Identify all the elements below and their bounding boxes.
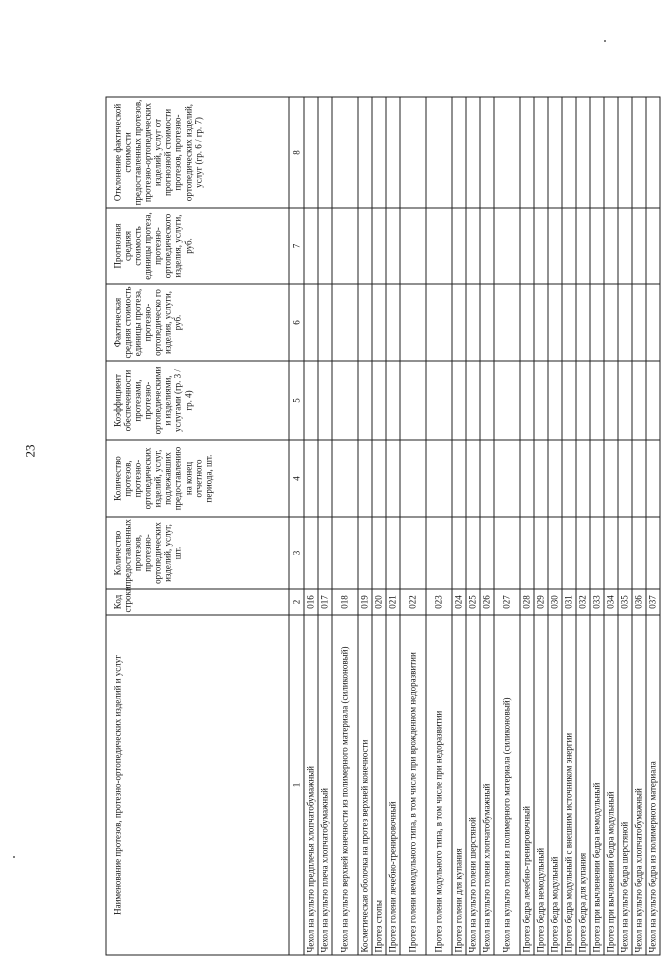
- empty-cell: [632, 284, 646, 361]
- header-row: [106, 97, 289, 955]
- empty-cell: [548, 440, 562, 517]
- empty-cell: [562, 97, 576, 208]
- column-number: 2: [289, 589, 304, 615]
- empty-cell: [372, 517, 386, 589]
- empty-cell: [534, 361, 548, 440]
- empty-cell: [386, 97, 400, 208]
- table-row: [520, 97, 534, 955]
- row-code: 020: [372, 589, 386, 615]
- row-name: Чехол на культю предплечья хлопчатобумажный: [304, 615, 318, 955]
- table-row: [452, 97, 466, 955]
- empty-cell: [646, 361, 660, 440]
- table-row: [480, 97, 494, 955]
- empty-cell: [618, 517, 632, 589]
- rotated-table-frame: [106, 98, 658, 956]
- empty-cell: [332, 97, 358, 208]
- table-row: [562, 97, 576, 955]
- table-row: [386, 97, 400, 955]
- table-row: [618, 97, 632, 955]
- row-code: 037: [646, 589, 660, 615]
- empty-cell: [646, 284, 660, 361]
- empty-cell: [590, 440, 604, 517]
- row-code: 019: [358, 589, 372, 615]
- empty-cell: [304, 208, 318, 284]
- empty-cell: [562, 361, 576, 440]
- table-row: [548, 97, 562, 955]
- table-row: [534, 97, 548, 955]
- empty-cell: [466, 284, 480, 361]
- empty-cell: [632, 440, 646, 517]
- empty-cell: [400, 440, 426, 517]
- empty-cell: [590, 361, 604, 440]
- empty-cell: [534, 517, 548, 589]
- empty-cell: [466, 97, 480, 208]
- empty-cell: [332, 440, 358, 517]
- row-code: 022: [400, 589, 426, 615]
- row-code: 018: [332, 589, 358, 615]
- empty-cell: [452, 361, 466, 440]
- empty-cell: [534, 284, 548, 361]
- empty-cell: [386, 208, 400, 284]
- row-code: 025: [466, 589, 480, 615]
- empty-cell: [562, 517, 576, 589]
- empty-cell: [426, 284, 452, 361]
- empty-cell: [358, 97, 372, 208]
- empty-cell: [548, 284, 562, 361]
- empty-cell: [304, 440, 318, 517]
- empty-cell: [452, 208, 466, 284]
- row-code: 028: [520, 589, 534, 615]
- empty-cell: [480, 97, 494, 208]
- table-row: [576, 97, 590, 955]
- empty-cell: [618, 284, 632, 361]
- empty-cell: [632, 517, 646, 589]
- empty-cell: [452, 440, 466, 517]
- empty-cell: [452, 517, 466, 589]
- empty-cell: [400, 208, 426, 284]
- empty-cell: [576, 361, 590, 440]
- empty-cell: [562, 440, 576, 517]
- empty-cell: [604, 97, 618, 208]
- empty-cell: [576, 517, 590, 589]
- row-code: 027: [494, 589, 520, 615]
- empty-cell: [590, 517, 604, 589]
- row-name: Протез голени для купания: [452, 615, 466, 955]
- header-name: Наименование протезов, протезно-ортопедических изделий и услуг: [106, 615, 289, 955]
- row-name: Протез бедра немодульный: [534, 615, 548, 955]
- column-number: 6: [289, 284, 304, 361]
- empty-cell: [646, 440, 660, 517]
- empty-cell: [632, 361, 646, 440]
- row-code: 030: [548, 589, 562, 615]
- column-number: 7: [289, 208, 304, 284]
- empty-cell: [520, 361, 534, 440]
- row-name: Чехол на культю плеча хлопчатобумажный: [318, 615, 332, 955]
- header-code: Код строки: [106, 589, 289, 615]
- empty-cell: [494, 517, 520, 589]
- row-code: 017: [318, 589, 332, 615]
- empty-cell: [304, 517, 318, 589]
- empty-cell: [590, 97, 604, 208]
- empty-cell: [562, 284, 576, 361]
- row-name: Протез голени лечебно-тренировочный: [386, 615, 400, 955]
- empty-cell: [494, 284, 520, 361]
- row-name: Протез бедра модульный с внешним источником энергии: [562, 615, 576, 955]
- scan-speck: [604, 40, 606, 42]
- column-number-row: [289, 97, 304, 955]
- table-body: [304, 97, 660, 955]
- empty-cell: [372, 208, 386, 284]
- row-name: Протез голени модульного типа, в том числе при недоразвитии: [426, 615, 452, 955]
- empty-cell: [520, 208, 534, 284]
- empty-cell: [604, 208, 618, 284]
- empty-cell: [604, 440, 618, 517]
- empty-cell: [618, 440, 632, 517]
- empty-cell: [358, 208, 372, 284]
- empty-cell: [426, 517, 452, 589]
- empty-cell: [494, 440, 520, 517]
- empty-cell: [534, 208, 548, 284]
- empty-cell: [520, 517, 534, 589]
- row-code: 023: [426, 589, 452, 615]
- row-name: Чехол на культю бедра шерстяной: [618, 615, 632, 955]
- table-row: [400, 97, 426, 955]
- empty-cell: [494, 361, 520, 440]
- column-number: 5: [289, 361, 304, 440]
- empty-cell: [386, 284, 400, 361]
- empty-cell: [618, 208, 632, 284]
- empty-cell: [576, 97, 590, 208]
- empty-cell: [466, 361, 480, 440]
- header-provided-qty: Количество предоставленных протезов, протезно-ортопедических изделий, услуг, шт.: [106, 517, 289, 589]
- empty-cell: [318, 361, 332, 440]
- empty-cell: [372, 440, 386, 517]
- empty-cell: [358, 440, 372, 517]
- empty-cell: [318, 517, 332, 589]
- table-row: [494, 97, 520, 955]
- row-code: 016: [304, 589, 318, 615]
- empty-cell: [534, 97, 548, 208]
- empty-cell: [520, 440, 534, 517]
- empty-cell: [426, 97, 452, 208]
- empty-cell: [576, 208, 590, 284]
- row-name: Косметическая оболочка на протез верхней конечности: [358, 615, 372, 955]
- empty-cell: [304, 284, 318, 361]
- row-code: 035: [618, 589, 632, 615]
- table-row: [466, 97, 480, 955]
- empty-cell: [332, 284, 358, 361]
- empty-cell: [618, 97, 632, 208]
- empty-cell: [400, 517, 426, 589]
- empty-cell: [562, 208, 576, 284]
- empty-cell: [604, 517, 618, 589]
- table-row: [590, 97, 604, 955]
- table-row: [358, 97, 372, 955]
- empty-cell: [386, 440, 400, 517]
- data-table: [106, 97, 661, 956]
- row-name: Протез стопы: [372, 615, 386, 955]
- table-row: [426, 97, 452, 955]
- empty-cell: [304, 97, 318, 208]
- empty-cell: [632, 97, 646, 208]
- column-number: 4: [289, 440, 304, 517]
- table-row: [332, 97, 358, 955]
- row-name: Чехол на культю голени шерстяной: [466, 615, 480, 955]
- empty-cell: [452, 284, 466, 361]
- empty-cell: [318, 97, 332, 208]
- empty-cell: [386, 517, 400, 589]
- table-row: [304, 97, 318, 955]
- row-code: 032: [576, 589, 590, 615]
- empty-cell: [426, 208, 452, 284]
- row-name: Протез бедра лечебно-тренировочный: [520, 615, 534, 955]
- table-row: [372, 97, 386, 955]
- column-number: 8: [289, 97, 304, 208]
- table-row: [632, 97, 646, 955]
- empty-cell: [576, 284, 590, 361]
- empty-cell: [332, 208, 358, 284]
- empty-cell: [372, 97, 386, 208]
- empty-cell: [466, 517, 480, 589]
- empty-cell: [304, 361, 318, 440]
- empty-cell: [548, 517, 562, 589]
- row-name: Чехол на культю бедра хлопчатобумажный: [632, 615, 646, 955]
- empty-cell: [400, 97, 426, 208]
- empty-cell: [548, 208, 562, 284]
- page-number: 23: [22, 444, 38, 458]
- empty-cell: [494, 97, 520, 208]
- row-name: Чехол на культю голени хлопчатобумажный: [480, 615, 494, 955]
- empty-cell: [604, 361, 618, 440]
- row-code: 029: [534, 589, 548, 615]
- empty-cell: [372, 284, 386, 361]
- header-actual-cost: Фактическая средняя стоимость единицы протеза, протезно-ортопедическо го изделия, услуги, руб.: [106, 284, 289, 361]
- row-code: 021: [386, 589, 400, 615]
- empty-cell: [480, 517, 494, 589]
- empty-cell: [372, 361, 386, 440]
- scan-speck: [13, 856, 15, 858]
- empty-cell: [400, 284, 426, 361]
- row-name: Протез бедра для купания: [576, 615, 590, 955]
- column-number: 3: [289, 517, 304, 589]
- empty-cell: [548, 97, 562, 208]
- row-code: 024: [452, 589, 466, 615]
- empty-cell: [646, 97, 660, 208]
- empty-cell: [480, 284, 494, 361]
- empty-cell: [332, 361, 358, 440]
- empty-cell: [590, 284, 604, 361]
- row-code: 031: [562, 589, 576, 615]
- empty-cell: [318, 440, 332, 517]
- header-coverage-ratio: Коэффициент обеспеченности протезами, протезно-ортопедическими и изделиями, услугами (гр. 3 / гр. 4): [106, 361, 289, 440]
- empty-cell: [632, 208, 646, 284]
- table-row: [318, 97, 332, 955]
- row-name: Чехол на культю бедра из полимерного материала: [646, 615, 660, 955]
- row-name: Чехол на культю голени из полимерного материала (силиконовый): [494, 615, 520, 955]
- empty-cell: [480, 440, 494, 517]
- empty-cell: [358, 284, 372, 361]
- empty-cell: [426, 361, 452, 440]
- empty-cell: [604, 284, 618, 361]
- empty-cell: [452, 97, 466, 208]
- empty-cell: [426, 440, 452, 517]
- empty-cell: [646, 208, 660, 284]
- column-number: 1: [289, 615, 304, 955]
- empty-cell: [332, 517, 358, 589]
- empty-cell: [466, 208, 480, 284]
- row-code: 033: [590, 589, 604, 615]
- row-name: Чехол на культю верхней конечности из полимерного материала (силиконовый): [332, 615, 358, 955]
- empty-cell: [548, 361, 562, 440]
- row-name: Протез голени немодульного типа, в том числе при врожденном недоразвитии: [400, 615, 426, 955]
- empty-cell: [480, 208, 494, 284]
- empty-cell: [358, 361, 372, 440]
- header-forecast-cost: Прогнозная средняя стоимость единицы протеза, протезно-ортопедического изделия, услуги, руб.: [106, 208, 289, 284]
- header-cost-deviation: Отклонение фактической стоимости предоставленных протезов, протезно-ортопедических изделий, услуг от прогнозной стоимости протезов, протезно-ортопедических изделий, услуг (гр. 6 / гр. 7): [106, 97, 289, 208]
- empty-cell: [466, 440, 480, 517]
- empty-cell: [576, 440, 590, 517]
- row-code: 036: [632, 589, 646, 615]
- empty-cell: [318, 284, 332, 361]
- row-name: Протез при вычленении бедра немодульный: [590, 615, 604, 955]
- empty-cell: [358, 517, 372, 589]
- empty-cell: [318, 208, 332, 284]
- empty-cell: [646, 517, 660, 589]
- empty-cell: [480, 361, 494, 440]
- empty-cell: [590, 208, 604, 284]
- row-name: Протез бедра модульный: [548, 615, 562, 955]
- empty-cell: [618, 361, 632, 440]
- empty-cell: [520, 97, 534, 208]
- table-row: [646, 97, 660, 955]
- row-code: 026: [480, 589, 494, 615]
- header-due-qty: Количество протезов, протезно-ортопедических изделий, услуг, подлежавших предоставлению на конец отчетного периода, шт.: [106, 440, 289, 517]
- empty-cell: [494, 208, 520, 284]
- empty-cell: [520, 284, 534, 361]
- empty-cell: [400, 361, 426, 440]
- table-row: [604, 97, 618, 955]
- row-code: 034: [604, 589, 618, 615]
- row-name: Протез при вычленении бедра модульный: [604, 615, 618, 955]
- empty-cell: [386, 361, 400, 440]
- empty-cell: [534, 440, 548, 517]
